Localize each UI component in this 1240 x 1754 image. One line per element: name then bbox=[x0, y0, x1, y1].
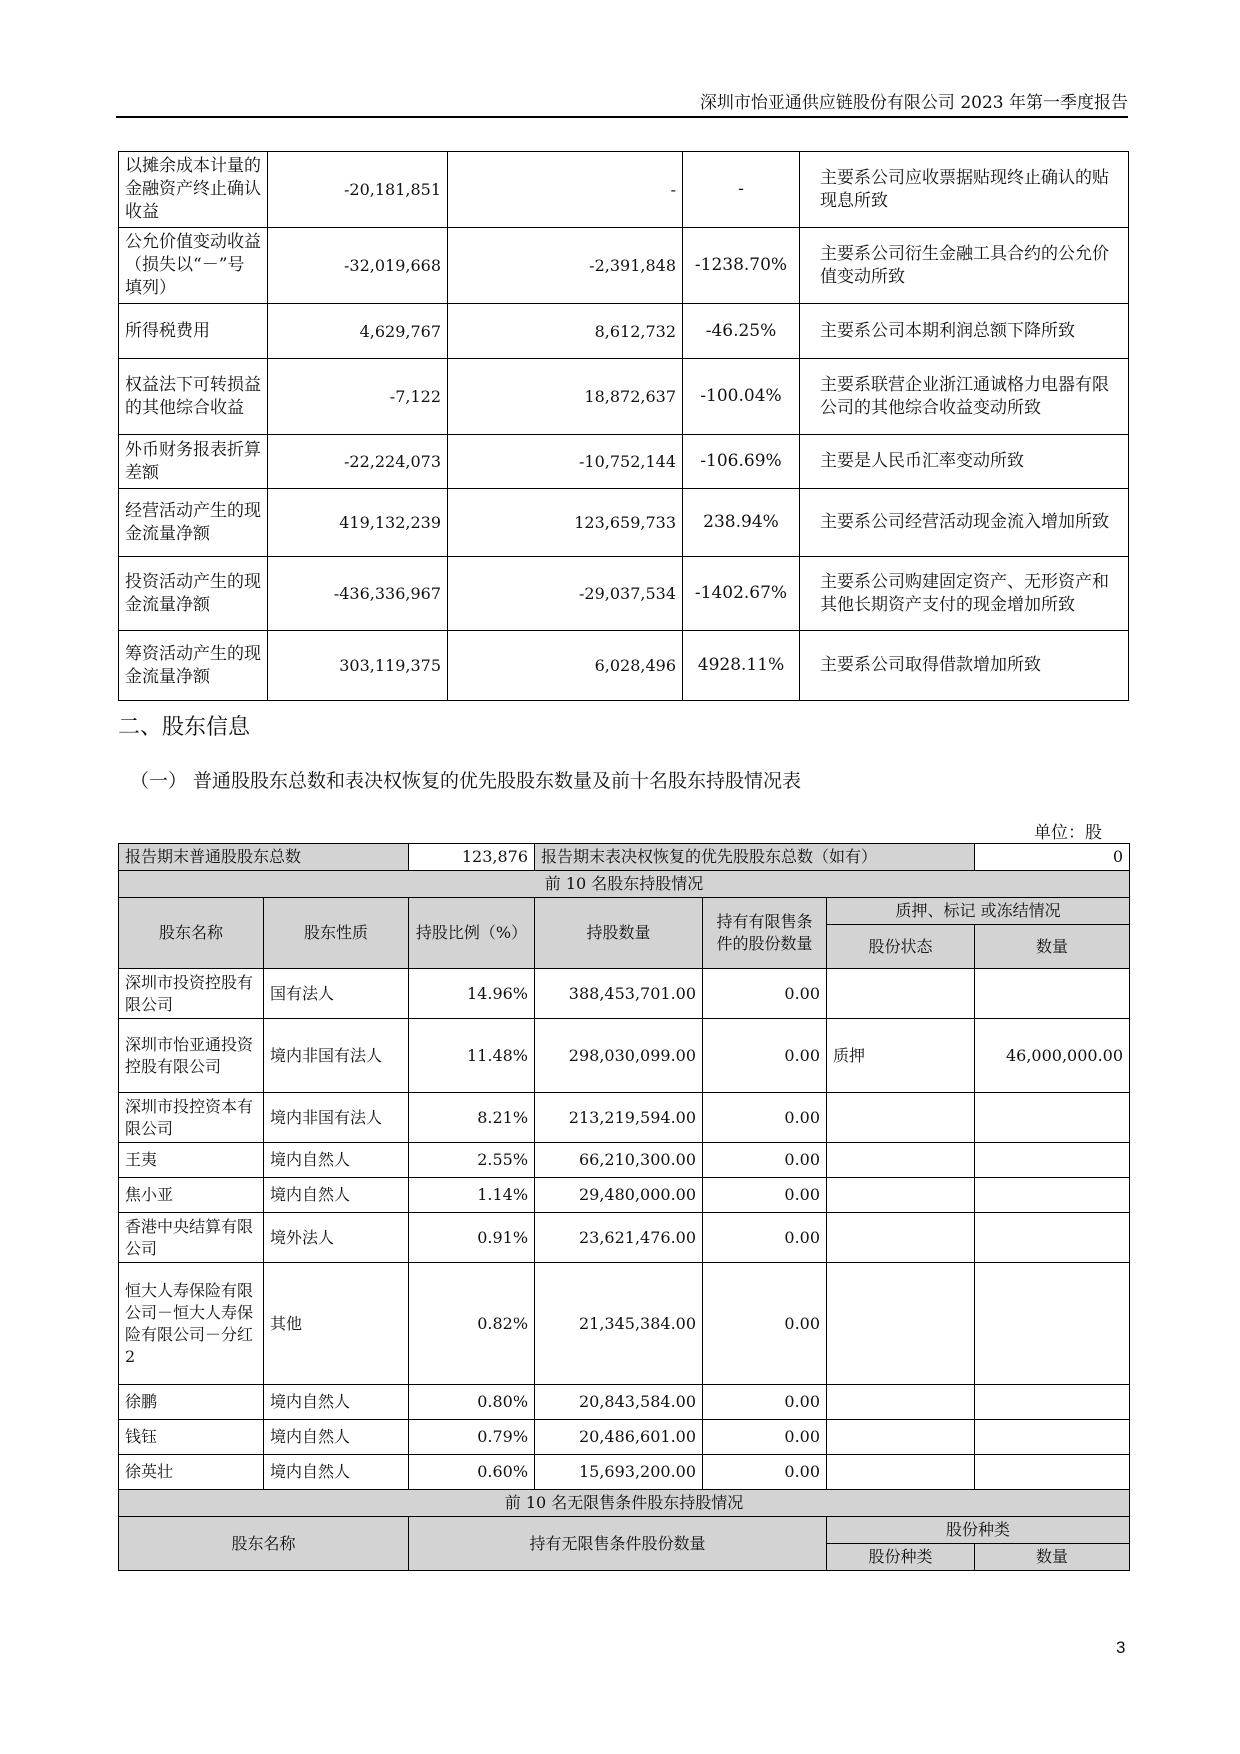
report-header: 深圳市怡亚通供应链股份有限公司 2023 年第一季度报告 bbox=[699, 93, 1128, 113]
prior-value: -29,037,534 bbox=[448, 557, 683, 631]
pledge-qty bbox=[975, 1213, 1130, 1263]
pledge-qty bbox=[975, 1385, 1130, 1420]
table-row bbox=[119, 1143, 1130, 1178]
holder-nature: 境内自然人 bbox=[264, 1385, 409, 1420]
unrestricted-title: 前 10 名无限售条件股东持股情况 bbox=[119, 1490, 1130, 1517]
holder-ratio: 0.91% bbox=[409, 1213, 535, 1263]
pledge-status bbox=[827, 1263, 975, 1385]
item-label: 外币财务报表折算差额 bbox=[119, 435, 268, 489]
table-row bbox=[119, 359, 1129, 435]
table-row bbox=[119, 152, 1129, 228]
table-row bbox=[119, 1455, 1130, 1490]
total-holders-label: 报告期末普通股股东总数 bbox=[119, 844, 409, 871]
holder-ratio: 1.14% bbox=[409, 1178, 535, 1213]
change-percent: 238.94% bbox=[683, 489, 800, 557]
section-header-row bbox=[119, 871, 1130, 898]
item-label: 经营活动产生的现金流量净额 bbox=[119, 489, 268, 557]
holder-shares: 66,210,300.00 bbox=[535, 1143, 703, 1178]
table-row bbox=[119, 631, 1129, 701]
holder-name: 王夷 bbox=[119, 1143, 264, 1178]
pledge-qty bbox=[975, 1263, 1130, 1385]
holder-ratio: 2.55% bbox=[409, 1143, 535, 1178]
preferred-holders-label: 报告期末表决权恢复的优先股股东总数（如有） bbox=[535, 844, 975, 871]
item-label: 投资活动产生的现金流量净额 bbox=[119, 557, 268, 631]
prior-value: - bbox=[448, 152, 683, 228]
item-label: 公允价值变动收益（损失以“－”号填列） bbox=[119, 228, 268, 304]
pledge-qty bbox=[975, 1143, 1130, 1178]
table-row bbox=[119, 304, 1129, 359]
holder-nature: 其他 bbox=[264, 1263, 409, 1385]
pledge-status bbox=[827, 1178, 975, 1213]
holder-ratio: 0.60% bbox=[409, 1455, 535, 1490]
holder-restricted: 0.00 bbox=[703, 1178, 827, 1213]
pledge-status bbox=[827, 1455, 975, 1490]
preferred-holders-value: 0 bbox=[975, 844, 1130, 871]
holder-restricted: 0.00 bbox=[703, 1019, 827, 1093]
change-percent: -1402.67% bbox=[683, 557, 800, 631]
change-reason: 主要系公司购建固定资产、无形资产和其他长期资产支付的现金增加所致 bbox=[800, 557, 1129, 631]
table-row bbox=[119, 1093, 1130, 1143]
section-subtitle: （一） 普通股股东总数和表决权恢复的优先股股东数量及前十名股东持股情况表 bbox=[130, 770, 802, 792]
change-reason: 主要是人民币汇率变动所致 bbox=[800, 435, 1129, 489]
holder-nature: 境内自然人 bbox=[264, 1420, 409, 1455]
holder-shares: 298,030,099.00 bbox=[535, 1019, 703, 1093]
holder-name: 钱钰 bbox=[119, 1420, 264, 1455]
current-value: -22,224,073 bbox=[268, 435, 448, 489]
shareholders-table bbox=[118, 843, 1130, 1571]
holder-nature: 境外法人 bbox=[264, 1213, 409, 1263]
item-label: 以摊余成本计量的金融资产终止确认收益 bbox=[119, 152, 268, 228]
pledge-status bbox=[827, 1213, 975, 1263]
current-value: -20,181,851 bbox=[268, 152, 448, 228]
table-row bbox=[119, 435, 1129, 489]
summary-row bbox=[119, 844, 1130, 871]
holder-shares: 21,345,384.00 bbox=[535, 1263, 703, 1385]
holder-restricted: 0.00 bbox=[703, 1143, 827, 1178]
header-pledge-qty: 数量 bbox=[975, 925, 1130, 969]
unrestricted-header-row bbox=[119, 1517, 1130, 1544]
holder-shares: 29,480,000.00 bbox=[535, 1178, 703, 1213]
pledge-qty: 46,000,000.00 bbox=[975, 1019, 1130, 1093]
holder-nature: 境内自然人 bbox=[264, 1178, 409, 1213]
unrestricted-header-type-qty: 数量 bbox=[975, 1544, 1130, 1571]
change-reason: 主要系公司取得借款增加所致 bbox=[800, 631, 1129, 701]
prior-value: 18,872,637 bbox=[448, 359, 683, 435]
holder-name: 深圳市怡亚通投资控股有限公司 bbox=[119, 1019, 264, 1093]
page-number: 3 bbox=[1116, 1638, 1126, 1657]
item-label: 所得税费用 bbox=[119, 304, 268, 359]
table-row bbox=[119, 489, 1129, 557]
holder-nature: 境内自然人 bbox=[264, 1143, 409, 1178]
unrestricted-header-type: 股份种类 bbox=[827, 1544, 975, 1571]
pledge-qty bbox=[975, 1178, 1130, 1213]
unrestricted-header-name: 股东名称 bbox=[119, 1517, 409, 1571]
holder-shares: 213,219,594.00 bbox=[535, 1093, 703, 1143]
table-row bbox=[119, 557, 1129, 631]
holder-restricted: 0.00 bbox=[703, 1263, 827, 1385]
current-value: 303,119,375 bbox=[268, 631, 448, 701]
pledge-status bbox=[827, 1385, 975, 1420]
holder-shares: 388,453,701.00 bbox=[535, 969, 703, 1019]
holder-restricted: 0.00 bbox=[703, 1093, 827, 1143]
holder-ratio: 0.79% bbox=[409, 1420, 535, 1455]
pledge-qty bbox=[975, 969, 1130, 1019]
pledge-status bbox=[827, 969, 975, 1019]
holder-nature: 境内非国有法人 bbox=[264, 1019, 409, 1093]
table-row bbox=[119, 1420, 1130, 1455]
holder-ratio: 8.21% bbox=[409, 1093, 535, 1143]
pledge-status bbox=[827, 1093, 975, 1143]
holder-nature: 国有法人 bbox=[264, 969, 409, 1019]
pledge-qty bbox=[975, 1420, 1130, 1455]
column-header-row bbox=[119, 898, 1130, 925]
pledge-status: 质押 bbox=[827, 1019, 975, 1093]
holder-restricted: 0.00 bbox=[703, 1420, 827, 1455]
changes-table bbox=[118, 151, 1129, 701]
prior-value: 6,028,496 bbox=[448, 631, 683, 701]
table-row bbox=[119, 228, 1129, 304]
current-value: 4,629,767 bbox=[268, 304, 448, 359]
holder-name: 恒大人寿保险有限公司－恒大人寿保险有限公司－分红2 bbox=[119, 1263, 264, 1385]
unrestricted-header-qty: 持有无限售条件股份数量 bbox=[409, 1517, 827, 1571]
pledge-qty bbox=[975, 1455, 1130, 1490]
current-value: -7,122 bbox=[268, 359, 448, 435]
header-name: 股东名称 bbox=[119, 898, 264, 969]
holder-nature: 境内非国有法人 bbox=[264, 1093, 409, 1143]
change-percent: -106.69% bbox=[683, 435, 800, 489]
change-percent: 4928.11% bbox=[683, 631, 800, 701]
holder-shares: 20,486,601.00 bbox=[535, 1420, 703, 1455]
pledge-status bbox=[827, 1420, 975, 1455]
table-row bbox=[119, 1213, 1130, 1263]
section-header-row bbox=[119, 1490, 1130, 1517]
holder-name: 香港中央结算有限公司 bbox=[119, 1213, 264, 1263]
change-reason: 主要系公司本期利润总额下降所致 bbox=[800, 304, 1129, 359]
item-label: 权益法下可转损益的其他综合收益 bbox=[119, 359, 268, 435]
header-restricted: 持有有限售条件的股份数量 bbox=[703, 898, 827, 969]
current-value: -32,019,668 bbox=[268, 228, 448, 304]
change-percent: -1238.70% bbox=[683, 228, 800, 304]
table-row bbox=[119, 1178, 1130, 1213]
change-reason: 主要系公司经营活动现金流入增加所致 bbox=[800, 489, 1129, 557]
holder-shares: 23,621,476.00 bbox=[535, 1213, 703, 1263]
header-pledge-group: 质押、标记 或冻结情况 bbox=[827, 898, 1130, 925]
holder-restricted: 0.00 bbox=[703, 1213, 827, 1263]
item-label: 筹资活动产生的现金流量净额 bbox=[119, 631, 268, 701]
top10-title: 前 10 名股东持股情况 bbox=[119, 871, 1130, 898]
change-percent: -100.04% bbox=[683, 359, 800, 435]
holder-restricted: 0.00 bbox=[703, 969, 827, 1019]
change-percent: - bbox=[683, 152, 800, 228]
holder-name: 焦小亚 bbox=[119, 1178, 264, 1213]
current-value: -436,336,967 bbox=[268, 557, 448, 631]
holder-restricted: 0.00 bbox=[703, 1385, 827, 1420]
header-divider bbox=[116, 116, 1128, 118]
holder-ratio: 0.80% bbox=[409, 1385, 535, 1420]
change-percent: -46.25% bbox=[683, 304, 800, 359]
prior-value: -2,391,848 bbox=[448, 228, 683, 304]
prior-value: 8,612,732 bbox=[448, 304, 683, 359]
holder-shares: 20,843,584.00 bbox=[535, 1385, 703, 1420]
holder-ratio: 11.48% bbox=[409, 1019, 535, 1093]
header-pledge-status: 股份状态 bbox=[827, 925, 975, 969]
holder-ratio: 14.96% bbox=[409, 969, 535, 1019]
table-row bbox=[119, 1385, 1130, 1420]
holder-name: 徐鹏 bbox=[119, 1385, 264, 1420]
holder-nature: 境内自然人 bbox=[264, 1455, 409, 1490]
section-title: 二、股东信息 bbox=[118, 715, 251, 740]
change-reason: 主要系公司应收票据贴现终止确认的贴现息所致 bbox=[800, 152, 1129, 228]
change-reason: 主要系联营企业浙江通诚格力电器有限公司的其他综合收益变动所致 bbox=[800, 359, 1129, 435]
current-value: 419,132,239 bbox=[268, 489, 448, 557]
header-ratio: 持股比例（%） bbox=[409, 898, 535, 969]
header-nature: 股东性质 bbox=[264, 898, 409, 969]
unit-label: 单位：股 bbox=[1034, 823, 1102, 843]
unrestricted-header-type-group: 股份种类 bbox=[827, 1517, 1130, 1544]
header-shares: 持股数量 bbox=[535, 898, 703, 969]
table-row bbox=[119, 969, 1130, 1019]
prior-value: 123,659,733 bbox=[448, 489, 683, 557]
pledge-qty bbox=[975, 1093, 1130, 1143]
holder-name: 深圳市投资控股有限公司 bbox=[119, 969, 264, 1019]
prior-value: -10,752,144 bbox=[448, 435, 683, 489]
holder-restricted: 0.00 bbox=[703, 1455, 827, 1490]
total-holders-value: 123,876 bbox=[409, 844, 535, 871]
table-row bbox=[119, 1019, 1130, 1093]
change-reason: 主要系公司衍生金融工具合约的公允价值变动所致 bbox=[800, 228, 1129, 304]
table-row bbox=[119, 1263, 1130, 1385]
holder-shares: 15,693,200.00 bbox=[535, 1455, 703, 1490]
holder-name: 深圳市投控资本有限公司 bbox=[119, 1093, 264, 1143]
holder-ratio: 0.82% bbox=[409, 1263, 535, 1385]
holder-name: 徐英壮 bbox=[119, 1455, 264, 1490]
pledge-status bbox=[827, 1143, 975, 1178]
